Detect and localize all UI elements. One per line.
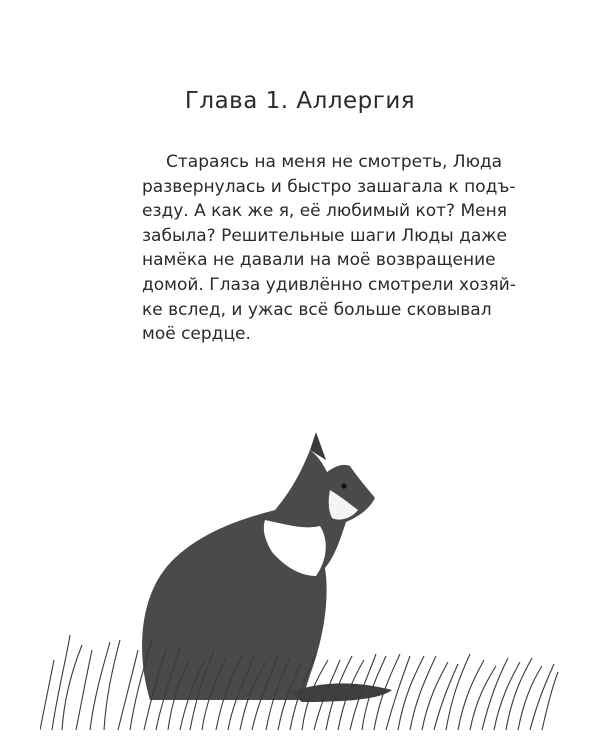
- text-line: забыла? Решительные шаги Люды даже: [142, 225, 508, 246]
- text-line: езду. А как же я, её любимый кот? Меня: [142, 201, 507, 222]
- cat-figure: [142, 432, 392, 702]
- text-line: развернулась и быстро зашагала к подъ-: [142, 176, 516, 197]
- text-line: ке вслед, и ужас всё больше сковывал: [142, 299, 492, 320]
- chapter-title: Глава 1. Аллергия: [184, 88, 416, 114]
- chapter-text: [142, 150, 516, 347]
- text-line: моё сердце.: [142, 324, 251, 345]
- text-line: домой. Глаза удивлённо смотрели хозяй-: [142, 274, 516, 295]
- text-line: Стараясь на меня не смотреть, Люда: [166, 152, 503, 172]
- cat-in-grass-illustration: [40, 430, 560, 730]
- text-line: намёка не давали на моё возвращение: [142, 250, 496, 271]
